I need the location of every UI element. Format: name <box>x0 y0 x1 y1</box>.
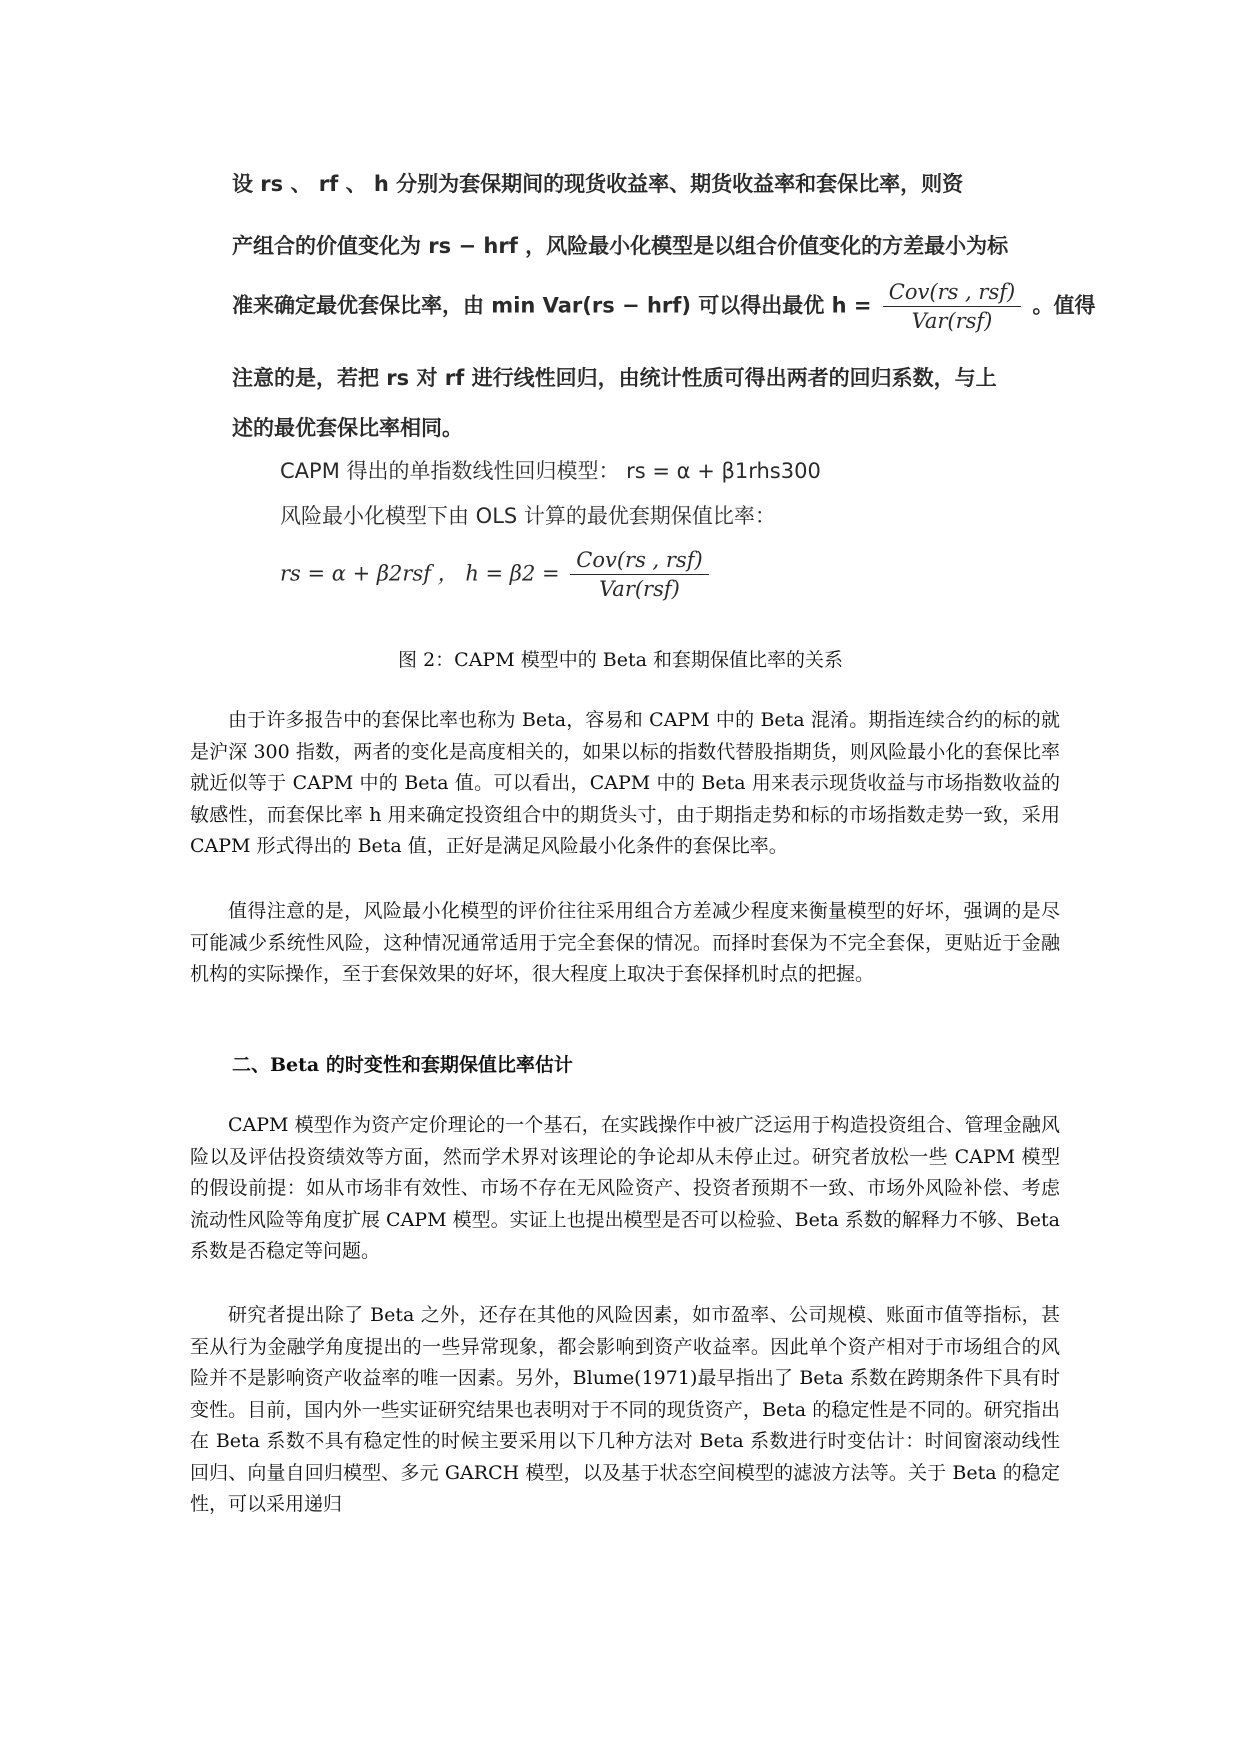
figure-line-2: 产组合的价值变化为 rs − hrf ，风险最小化模型是以组合价值变化的方差最小为标 <box>232 234 1009 258</box>
figure-line-5: 述的最优套保比率相同。 <box>232 416 463 440</box>
paragraph-4: 研究者提出除了 Beta 之外，还存在其他的风险因素，如市盈率、公司规模、账面市值等指标，甚至从行为金融学角度提出的一些异常现象，都会影响到资产收益率。因此单个资产相对于市场组合的风险并不是影响资产收益率的唯一因素。另外，Blume(1971)最早指出了 Beta 系数在跨期条件下具有时变性。目前，国内外一些实证研究结果也表明对于不同的现货资产，Beta 的稳定性是不同的。研究指出在 Beta 系数不具有稳定性的时候主要采用以下几种方法对 Beta 系数进行时变估计：时间窗滚动线性回归、向量自回归模型、多元 GARCH 模型，以及基于状态空间模型的滤波方法等。关于 Beta 的稳定性，可以采用递归 <box>190 1304 1060 1515</box>
figure-line-3 <box>232 280 1096 333</box>
beta-fraction <box>570 548 708 601</box>
figure-line-6: CAPM 得出的单指数线性回归模型： rs = α + β1rhs300 <box>280 459 821 483</box>
paragraph-3: CAPM 模型作为资产定价理论的一个基石，在实践操作中被广泛运用于构造投资组合、管理金融风险以及评估投资绩效等方面，然而学术界对该理论的争论却从未停止过。研究者放松一些 CAPM 模型的假设前提：如从市场非有效性、市场不存在无风险资产、投资者预期不一致、市场外风险补偿、考虑流动性风险等角度扩展 CAPM 模型。实证上也提出模型是否可以检验、Beta 系数的解释力不够、Beta 系数是否稳定等问题。 <box>190 1114 1060 1262</box>
fraction-denominator: Var(rsf) <box>911 309 993 333</box>
figure-line-7: 风险最小化模型下由 OLS 计算的最优套期保值比率： <box>280 504 776 528</box>
figure-line-3-text: 准来确定最优套保比率，由 min Var(rs − hrf) 可以得出最优 h = <box>232 293 872 318</box>
figure-line-1: 设 rs 、 rf 、 h 分别为套保期间的现货收益率、期货收益率和套保比率，则资 <box>232 172 964 196</box>
paragraph-2: 值得注意的是，风险最小化模型的评价往往采用组合方差减少程度来衡量模型的好坏，强调的是尽可能减少系统性风险，这种情况通常适用于完全套保的情况。而择时套保为不完全套保，更贴近于金融机构的实际操作，至于套保效果的好坏，很大程度上取决于套保择机时点的把握。 <box>190 900 1060 985</box>
fraction-denominator: Var(rsf) <box>599 577 680 601</box>
hedge-ratio-fraction <box>883 280 1021 333</box>
fraction-numerator: Cov(rs , rsf) <box>883 280 1021 307</box>
formula-figure <box>232 150 1096 640</box>
section-heading: 二、Beta 的时变性和套期保值比率估计 <box>232 1054 573 1076</box>
paragraph-1: 由于许多报告中的套保比率也称为 Beta，容易和 CAPM 中的 Beta 混淆。期指连续合约的标的就是沪深 300 指数，两者的变化是高度相关的，如果以标的指数代替股指期货，则风险最小化的套保比率就近似等于 CAPM 中的 Beta 值。可以看出，CAPM 中的 Beta 用来表示现货收益与市场指数收益的敏感性，而套保比率 h 用来确定投资组合中的期货头寸，由于期指走势和标的市场指数走势一致，采用 CAPM 形式得出的 Beta 值，正好是满足风险最小化条件的套保比率。 <box>190 709 1060 857</box>
figure-caption: 图 2：CAPM 模型中的 Beta 和套期保值比率的关系 <box>398 649 843 671</box>
figure-line-8 <box>280 548 713 601</box>
figure-line-8-text: rs = α + β2rsf ， h = β2 = <box>280 561 560 586</box>
figure-line-4: 注意的是，若把 rs 对 rf 进行线性回归，由统计性质可得出两者的回归系数，与上 <box>232 366 997 390</box>
figure-line-3-end: 。值得 <box>1032 293 1096 318</box>
fraction-numerator: Cov(rs , rsf) <box>570 548 708 575</box>
